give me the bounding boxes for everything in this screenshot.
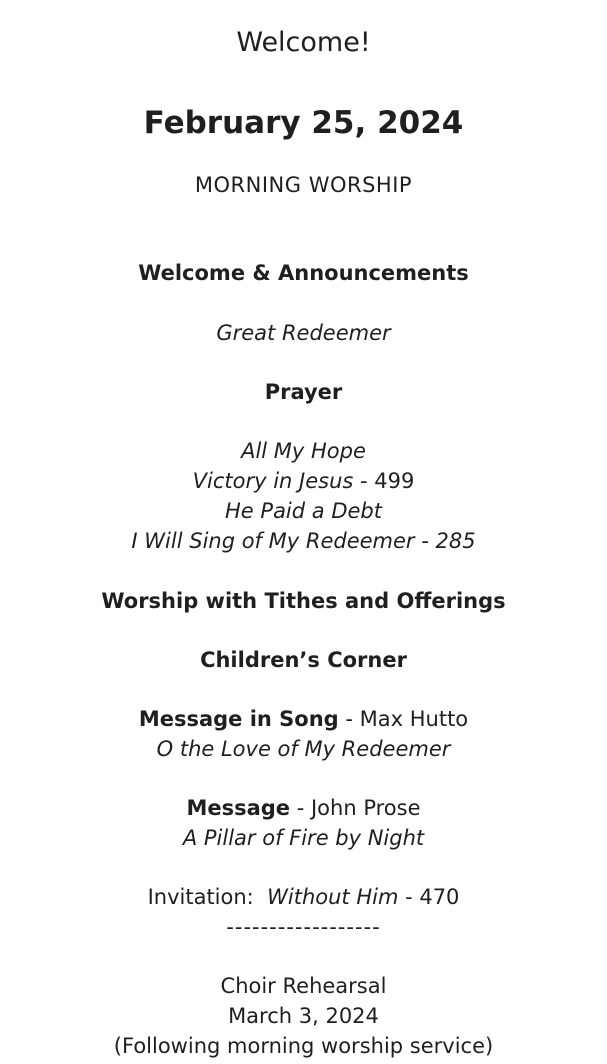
hymn-number: - 499	[353, 469, 415, 493]
service-title: MORNING WORSHIP	[194, 173, 413, 197]
welcome-heading: Welcome!	[236, 27, 371, 58]
order-prayer: Prayer	[264, 380, 343, 404]
message-label: Message	[186, 796, 291, 820]
message-title: A Pillar of Fire by Night	[182, 826, 425, 850]
song-victory-in-jesus	[0, 466, 607, 496]
message-in-song-label: Message in Song	[138, 707, 339, 731]
message-in-song-performer: - Max Hutto	[338, 707, 469, 731]
order-message	[0, 793, 607, 823]
order-invitation	[0, 882, 607, 912]
invitation-song-title: Without Him	[267, 885, 399, 909]
service-date: February 25, 2024	[143, 105, 464, 141]
order-message-in-song	[0, 704, 607, 734]
message-speaker: - John Prose	[290, 796, 421, 820]
order-tithes-offerings: Worship with Tithes and Offerings	[101, 589, 506, 613]
choir-rehearsal-title: Choir Rehearsal	[220, 974, 387, 998]
order-welcome-announcements: Welcome & Announcements	[138, 261, 469, 285]
choir-rehearsal-note: (Following morning worship service)	[113, 1034, 494, 1058]
song-he-paid-a-debt: He Paid a Debt	[225, 499, 382, 523]
song-title: Victory in Jesus	[192, 469, 354, 493]
song-all-my-hope: All My Hope	[241, 439, 366, 463]
invitation-label: Invitation:	[147, 885, 268, 909]
section-separator: ------------------	[226, 915, 381, 939]
song-i-will-sing: I Will Sing of My Redeemer - 285	[131, 529, 476, 553]
order-childrens-corner: Children’s Corner	[200, 648, 407, 672]
choir-rehearsal-date: March 3, 2024	[228, 1004, 379, 1028]
song-great-redeemer: Great Redeemer	[216, 321, 391, 345]
message-in-song-title: O the Love of My Redeemer	[156, 737, 451, 761]
invitation-hymn-number: - 470	[398, 885, 460, 909]
